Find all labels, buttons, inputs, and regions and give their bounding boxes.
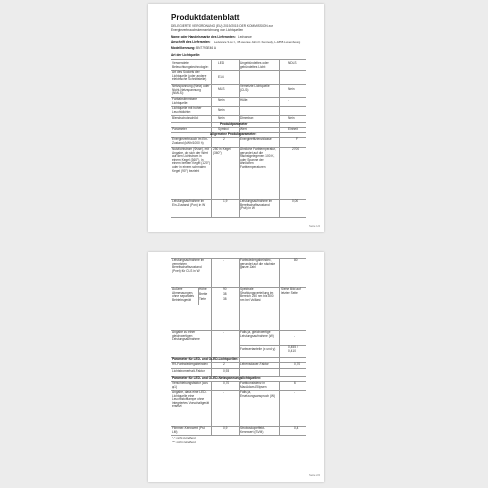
led-row-label: R9-Farbwiedergabeindex: [172, 362, 208, 366]
supplier-name-value: Ledvance: [238, 35, 252, 39]
param-head-unit: Einheit: [288, 127, 298, 131]
general-row-label-2: Energieeffizienzklasse: [240, 137, 272, 141]
led-row-value-2: 0,70: [294, 362, 301, 366]
mains-row-value: 0,70: [223, 381, 230, 385]
datasheet-page-2: [148, 252, 324, 482]
param-row-label-2: Farbwertanteile (x und y): [240, 347, 276, 351]
led-row-label-2: Lebensdauer-Faktor: [240, 362, 269, 366]
param-row-value: -: [223, 258, 225, 262]
dim-depth-label: Tiefe: [199, 297, 206, 301]
page-footer: Seite 2/2: [309, 473, 321, 477]
type-row-value: LED: [218, 61, 225, 65]
general-row-value: 1,9: [223, 199, 228, 203]
general-row-label-2: Leistungsaufnahme im Bereitschaftszustand (Psb) in W: [240, 199, 273, 211]
type-row-value-2: -: [288, 98, 290, 102]
type-row-value-2: NDLS: [288, 61, 297, 65]
product-params-header: Produktparameter: [220, 122, 248, 126]
type-row-label: Art des Sockels der Lichtquelle (oder andere elektrische Schnittstelle): [172, 70, 207, 82]
supplier-address-value: Ledvance S.à r.l., 35 avenue John F. Kennedy, L-1855 Luxembourg: [214, 40, 301, 44]
type-row-label-2: Hülle:: [240, 98, 249, 102]
supplier-address-label: Anschrift des Lieferanten:: [171, 40, 211, 44]
general-row-value: 2: [223, 137, 225, 141]
rule: [171, 217, 306, 218]
dim-width-value: 38: [223, 292, 227, 296]
rule: [279, 59, 280, 143]
mains-params-header: Parameter für LED- und OLED-Netzspannungslichtquellen:: [172, 376, 262, 380]
mains-row-label-2: Stroboskopeffekt-Kennwert (SVM): [240, 426, 265, 434]
led-row-value: 0,93: [223, 369, 230, 373]
footnote: "*": nicht zutreffend: [172, 440, 196, 444]
param-row-label: Äußere Abmessungen, ohne separates Betriebsgerät: [172, 287, 194, 302]
param-row-value-2: Siehe Bild auf letzter Seite: [281, 287, 301, 295]
type-row-value-2: Nein: [288, 116, 295, 120]
intro-line-1: DELEGIERTE VERORDNUNG (EU) 2019/2015 DER KOMMISSION zur: [171, 24, 273, 28]
param-row-value-2: 80: [294, 258, 298, 262]
rule: [279, 137, 280, 217]
rule: [171, 127, 306, 128]
page-title: Produktdatenblatt: [171, 13, 240, 22]
param-row-label-2: Spektrale Strahlungsverteilung im Bereich 250 nm bis 800 nm bei Volllast: [240, 287, 274, 302]
rule: [239, 258, 240, 376]
mains-row-value-2: -: [294, 390, 296, 394]
mains-row-label: Angabe, dass eine LED-Lichtquelle eine Leuchtstofflampe ohne integriertes Vorschaltgerät ersetzt: [172, 390, 210, 409]
type-row-label-2: Vernetzte Lichtquelle (CLS):: [240, 84, 270, 92]
mains-row-label: Verschiebungsfaktor (cos φ1): [172, 381, 208, 389]
model-value: BN7793E46 A: [196, 46, 217, 50]
type-row-label: Blendschutzschild:: [172, 116, 199, 120]
rule: [211, 137, 212, 217]
type-row-value-2: Nein: [288, 87, 295, 91]
dim-height-label: Höhe: [199, 287, 207, 291]
param-row-label: Leistungsaufnahme im vernetzten Bereitschaftszustand (Pnet) für CLS in W: [172, 258, 205, 273]
dim-depth-value: 38: [223, 297, 227, 301]
rule: [211, 59, 212, 143]
general-row-label: Nutzlichtstrom (Φuse), mit Angabe, ob sich der Wert auf den Lichtstrom in einem Kegel (360°), in einem breiten Kegel (120°) oder in einem schmalen Kegel (90°) bezieht: [172, 147, 210, 173]
general-row-value-2: 2700: [292, 147, 300, 151]
general-row-label-2: Ähnliche Farbtemperatur, gerundet auf die nächstgelegenen 100 K, oder Spanne der ähnlichen Farbtemperaturen: [240, 147, 276, 169]
rule: [279, 258, 280, 376]
dim-width-label: Breite: [199, 292, 208, 296]
type-row-label-2: Dimmbar:: [240, 116, 254, 120]
general-row-label: Leistungsaufnahme im Ein-Zustand (Pon) in W: [172, 199, 206, 207]
dim-height-value: 90: [223, 287, 227, 291]
general-row-label: Energieverbrauch im Ein-Zustand (kWh/1000 h): [172, 137, 208, 145]
type-row-value: E14: [218, 75, 224, 79]
type-row-label: Farbabstimmbare Lichtquelle:: [172, 97, 197, 105]
mains-row-value: 0,9: [223, 426, 228, 430]
page-footer: Seite 1/2: [309, 224, 321, 228]
datasheet-page-1: [148, 4, 324, 232]
type-row-value: Nein: [218, 98, 225, 102]
param-row-label-2: Falls ja, gleichwertige Leistungsaufnahme (W): [240, 330, 274, 338]
param-row-value-2: -: [294, 334, 296, 338]
mains-row-label-2: Farbkonsistenz in MacAdam-Ellipsen: [240, 381, 267, 389]
general-row-value: 250 in Kegel (360°): [213, 147, 231, 155]
type-row-label: Lichtquelle mit hoher Leuchtdichte:: [172, 106, 202, 114]
led-row-value: 2: [223, 362, 225, 366]
type-row-value: Nein: [218, 108, 225, 112]
param-row-label: Angabe zu einer gleichwertigen Leistungsaufnahme: [172, 330, 200, 342]
mains-row-label-2: Falls ja, Ersetzungsanspruch (W): [240, 390, 276, 398]
mains-row-label: Flimmer-Kennwert (Pst LM): [172, 426, 205, 434]
mains-row-value: -: [223, 390, 225, 394]
param-row-label-2: Farbwiedergabeindex, gerundet auf die nächste ganze Zahl: [240, 258, 276, 270]
general-params-header: Allgemeine Produktparameter:: [210, 132, 257, 136]
type-row-label: Verwendete Beleuchtungstechnologie:: [172, 61, 209, 69]
intro-line-2: Energieverbrauchskennzeichnung von Lichtquellen: [171, 28, 244, 32]
type-row-label: Netzspannung (Netz) oder Nicht-Netzspannung (NMLS):: [172, 84, 210, 96]
general-row-value-2: 0,00: [292, 199, 299, 203]
model-label: Modellkennung:: [171, 46, 196, 50]
general-row-value-2: F: [296, 137, 298, 141]
param-head-symbol: Symbol: [218, 127, 229, 131]
param-head-value: Wert: [240, 127, 247, 131]
type-row-label-2: Ungebündeltes oder gebündeltes Licht:: [240, 61, 269, 69]
mains-row-value-2: 0,4: [294, 426, 299, 430]
type-row-value: MLS: [218, 87, 225, 91]
footnote: "-": nicht zutreffend: [172, 436, 196, 440]
mains-row-value-2: 6: [294, 381, 296, 385]
led-row-label: Lichtstromerhalt-Faktor: [172, 369, 205, 373]
type-header: Art der Lichtquelle:: [171, 53, 201, 57]
param-row-value: -: [223, 330, 225, 334]
param-head-parameter: Parameter: [172, 127, 187, 131]
led-params-header: Parameter für LED- und OLED-Lichtquellen:: [172, 357, 239, 361]
supplier-name-label: Name oder Handelsmarke des Lieferanten:: [171, 35, 236, 39]
param-row-value-2: 0,455 / 0,410: [288, 345, 298, 353]
type-row-value: Nein: [218, 116, 225, 120]
